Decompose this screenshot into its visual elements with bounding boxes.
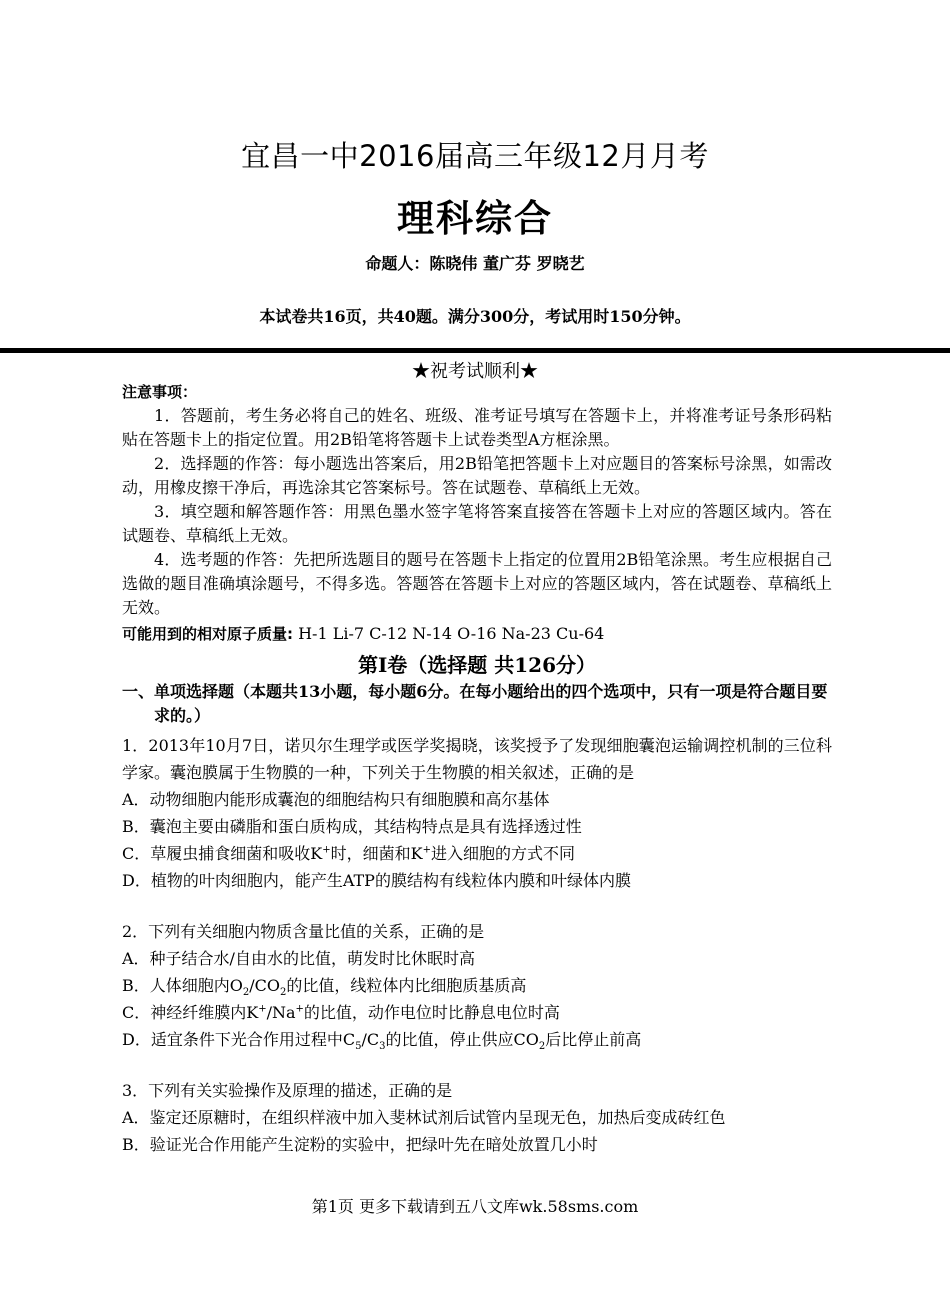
page-footer: 第1页 更多下载请到五八文库wk.58sms.com xyxy=(311,1197,639,1216)
exam-title: 宜昌一中2016届高三年级12月月考 xyxy=(241,139,709,173)
option-b: B．人体细胞内$O_2/CO_2$的比值，线粒体内比细胞质基质高 xyxy=(122,976,527,999)
question-1 xyxy=(122,732,832,894)
option-d: D．植物的叶肉细胞内，能产生ATP的膜结构有线粒体内膜和叶绿体内膜 xyxy=(122,871,631,890)
notice-item-2: 2．选择题的作答：每小题选出答案后，用2B铅笔把答题卡上对应题目的答案标号涂黑，如需改动，用橡皮擦干净后，再选涂其它答案标号。答在试题卷、草稿纸上无效。 xyxy=(122,454,832,497)
exam-info: 本试卷共16页，共40题。满分300分，考试用时150分钟。 xyxy=(259,307,691,326)
option-a: A．种子结合水/自由水的比值，萌发时比休眠时高 xyxy=(122,949,475,968)
notice-item-3: 3．填空题和解答题作答：用黑色墨水签字笔将答案直接答在答题卡上对应的答题区域内。答在试题卷、草稿纸上无效。 xyxy=(122,502,832,545)
atomic-masses-values: H-1 Li-7 C-12 N-14 O-16 Na-23 Cu-64 xyxy=(298,624,605,643)
atomic-masses xyxy=(122,622,832,646)
good-luck-line: ★祝考试顺利★ xyxy=(412,361,538,382)
option-a: A．动物细胞内能形成囊泡的细胞结构只有细胞膜和高尔基体 xyxy=(122,790,550,809)
notes-title: 注意事项： xyxy=(122,383,198,401)
question-stem: 3．下列有关实验操作及原理的描述，正确的是 xyxy=(122,1081,453,1100)
notice-item-4: 4．选考题的作答：先把所选题目的题号在答题卡上指定的位置用2B铅笔涂黑。考生应根据自己选做的题目准确填涂题号，不得多选。答题答在答题卡上对应的答题区域内，答在试题卷、草稿纸上无效。 xyxy=(122,550,832,617)
part-title: 一、单项选择题（本题共13小题，每小题6分。在每小题给出的四个选项中，只有一项是符合题目要求的。） xyxy=(122,682,828,725)
authors: 命题人：陈晓伟 董广芬 罗晓艺 xyxy=(365,254,585,273)
page-content xyxy=(122,380,832,1158)
option-b: B．囊泡主要由磷脂和蛋白质构成，其结构特点是具有选择透过性 xyxy=(122,817,582,836)
option-c: C．草履虫捕食细菌和吸收K+时，细菌和K+进入细胞的方式不同 xyxy=(122,844,575,863)
option-d: D．适宜条件下光合作用过程中$C_5/C_3$的比值，停止供应$CO_2$后比停止前高 xyxy=(122,1030,642,1053)
option-c: C．神经纤维膜内K+/Na+的比值，动作电位时比静息电位时高 xyxy=(122,1003,560,1022)
header-divider xyxy=(0,348,950,353)
subject-title: 理科综合 xyxy=(397,197,553,240)
section-title: 第I卷（选择题 共126分） xyxy=(357,653,597,677)
question-2 xyxy=(122,918,832,1053)
question-stem: 2．下列有关细胞内物质含量比值的关系，正确的是 xyxy=(122,922,485,941)
notice-item-1: 1．答题前，考生务必将自己的姓名、班级、准考证号填写在答题卡上，并将准考证号条形码粘贴在答题卡上的指定位置。用2B铅笔将答题卡上试卷类型A方框涂黑。 xyxy=(122,406,832,449)
option-a: A．鉴定还原糖时，在组织样液中加入斐林试剂后试管内呈现无色，加热后变成砖红色 xyxy=(122,1108,726,1127)
option-b: B．验证光合作用能产生淀粉的实验中，把绿叶先在暗处放置几小时 xyxy=(122,1135,598,1154)
atomic-masses-label: 可能用到的相对原子质量: xyxy=(122,625,293,643)
question-stem: 1．2013年10月7日，诺贝尔生理学或医学奖揭晓，该奖授予了发现细胞囊泡运输调控机制的三位科学家。囊泡膜属于生物膜的一种，下列关于生物膜的相关叙述，正确的是 xyxy=(122,736,832,782)
question-3 xyxy=(122,1077,832,1158)
